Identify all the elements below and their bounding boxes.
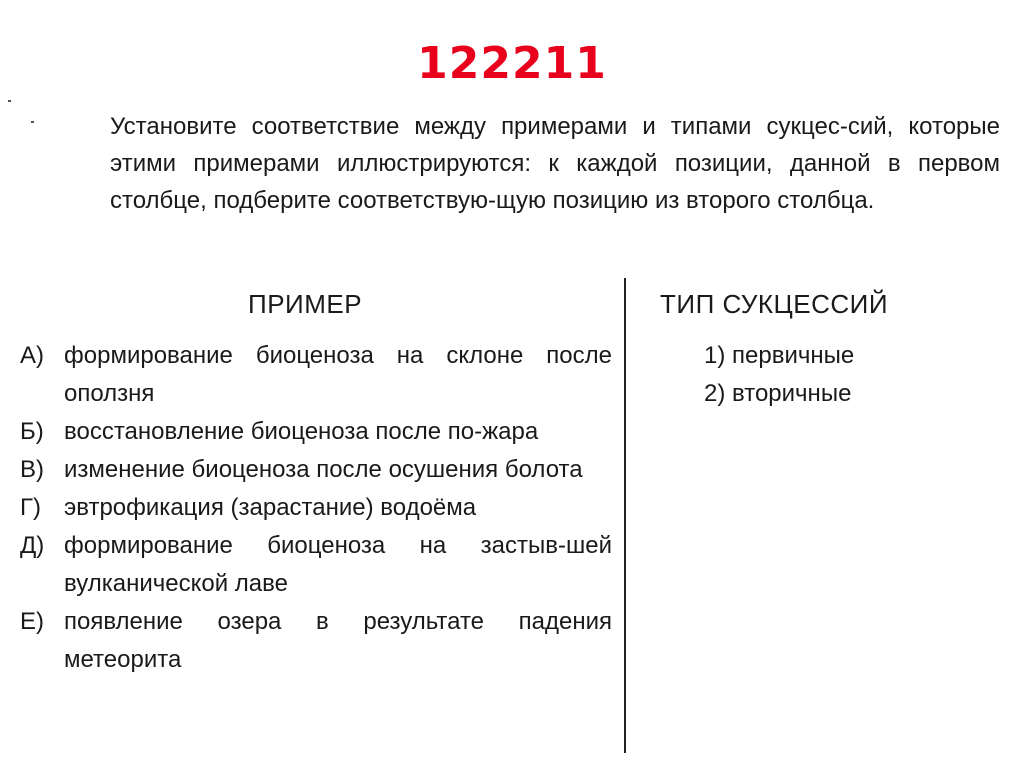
example-text: восстановление биоценоза после по-жара [64,418,539,445]
column-divider [624,278,626,753]
types-column-header: ТИП СУКЦЕССИЙ [660,289,889,319]
succession-type-item: 2) вторичные [704,380,852,407]
examples-list [20,337,612,679]
task-instructions: Установите соответствие между примерами и типами сукцес-сий, которые этими примерами иллюстрируются: к каждой позиции, данной в первом столбце, подберите соответствую-щую позицию из второго столбца. [110,113,1000,214]
example-item [20,527,612,603]
example-item [20,603,612,679]
example-letter: Б) [20,418,44,445]
succession-type-item: 1) первичные [704,342,855,369]
example-letter: А) [20,342,44,369]
example-item [20,413,612,451]
example-item [20,451,612,489]
example-text: появление озера в результате падения метеорита [64,608,612,673]
example-text: формирование биоценоза на застыв-шей вулканической лаве [64,532,612,597]
example-text: формирование биоценоза на склоне после оползня [64,342,612,407]
example-text: изменение биоценоза после осушения болота [64,456,583,483]
example-letter: Д) [20,532,45,559]
example-text: эвтрофикация (зарастание) водоёма [64,494,477,521]
succession-types-list [704,337,854,413]
example-item [20,489,612,527]
scan-speck [8,100,11,102]
example-letter: Е) [20,608,44,635]
example-letter: В) [20,456,44,483]
example-item [20,337,612,413]
answer-code: 122211 [417,38,607,89]
scan-speck [31,121,34,123]
examples-column-header: ПРИМЕР [248,289,363,319]
example-letter: Г) [20,494,41,521]
